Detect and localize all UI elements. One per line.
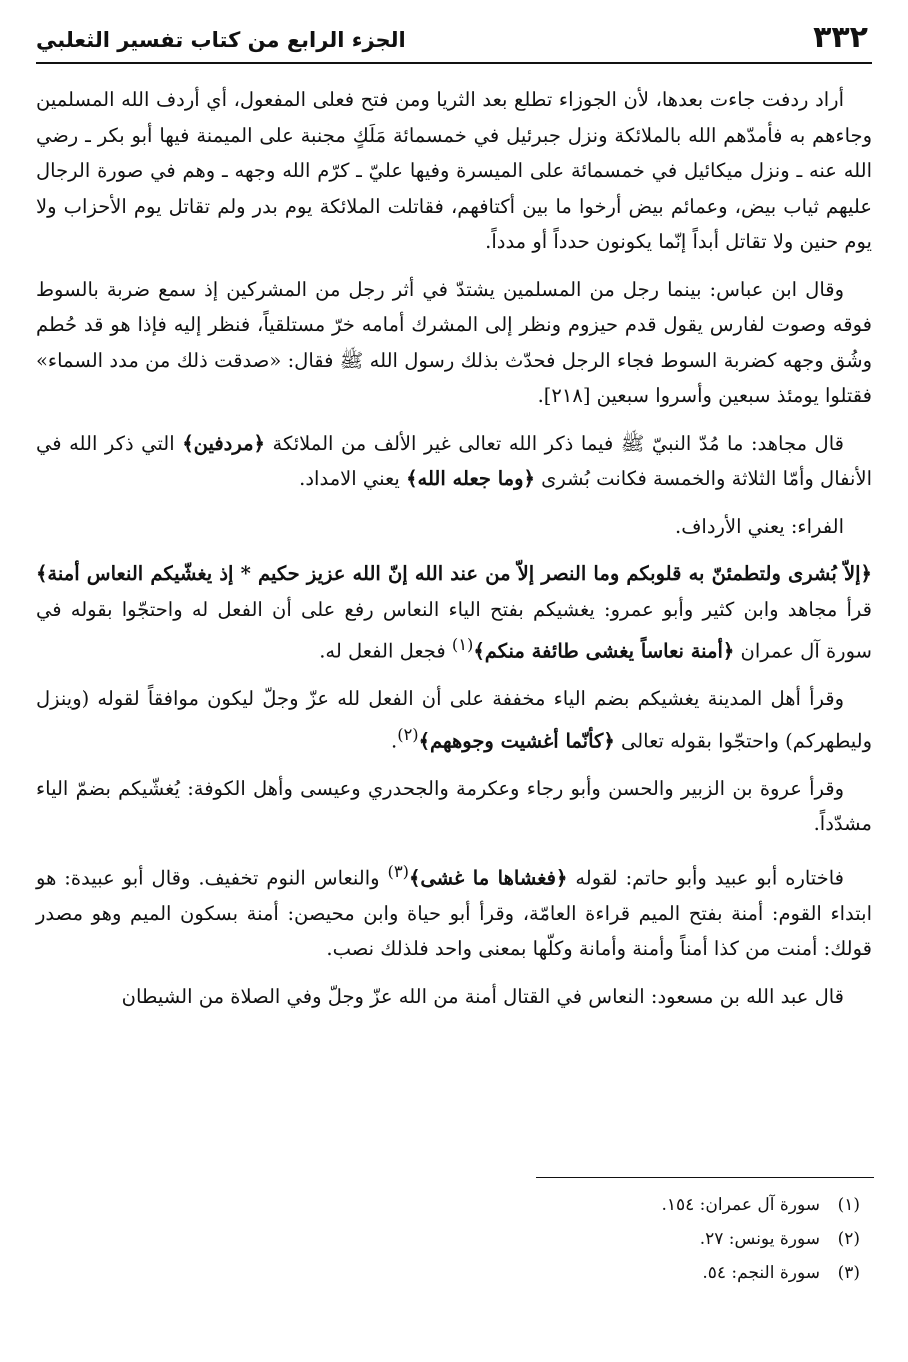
quran-quote: ﴿كأنّما أغشيت وجوههم﴾ bbox=[418, 729, 615, 752]
page-number: ٣٣٢ bbox=[813, 20, 868, 55]
paragraph-6 bbox=[36, 681, 872, 759]
paragraph-8 bbox=[36, 854, 872, 967]
footnote-text: سورة آل عمران: ١٥٤. bbox=[661, 1195, 820, 1215]
text-run: وقرأ أهل المدينة يغشيكم بضم الياء مخففة على أن الفعل لله عزّ وجلّ ليكون موافقاً لقوله (وينزل وليطهركم) واحتجّوا بقوله تعالى bbox=[36, 687, 872, 752]
footnote-ref: (١) bbox=[451, 635, 474, 654]
quran-quote: ﴿وما جعله الله﴾ bbox=[406, 467, 535, 490]
text-run: فجعل الفعل له. bbox=[319, 639, 452, 663]
paragraph-5 bbox=[36, 556, 872, 669]
quran-quote: ﴿مردفين﴾ bbox=[182, 431, 265, 455]
footnote-text: سورة يونس: ٢٧. bbox=[699, 1229, 820, 1249]
text-run: التي ذكر الله في الأنفال وأمّا الثلاثة والخمسة فكانت بُشرى bbox=[36, 431, 872, 490]
text-run: . bbox=[391, 729, 398, 752]
footnote bbox=[260, 1222, 860, 1256]
footnotes bbox=[260, 1188, 860, 1290]
paragraph-3 bbox=[36, 426, 872, 497]
footnote-text: سورة النجم: ٥٤. bbox=[702, 1263, 820, 1283]
footnote-ref: (٣) bbox=[387, 861, 409, 881]
running-header bbox=[36, 18, 872, 64]
text-run: يعني الامداد. bbox=[299, 467, 407, 490]
quran-verse: ﴿إلاّ بُشرى ولتطمئنّ به قلوبكم وما النصر إلاّ من عند الله إنّ الله عزيز حكيم * إذ يغشّيكم النعاس أمنة﴾ bbox=[36, 562, 872, 585]
text-run: قال مجاهد: ما مُدّ النبيّ ﷺ فيما ذكر الله تعالى غير الألف من الملائكة bbox=[264, 431, 844, 455]
paragraph-2: وقال ابن عباس: بينما رجل من المسلمين يشتدّ في أثر رجل من المشركين إذ سمع ضربة بالسوط فوقه وصوت لفارس يقول قدم حيزوم ونظر إلى المشرك أمامه خرّ مستلقياً، فنظر إليه فإذا هو قد حُطم وشُق وجهه كضربة السوط فجاء الرجل فحدّث بذلك رسول الله ﷺ فقال: «صدقت ذلك من مدد السماء» فقتلوا يومئذ سبعين وأسروا سبعين [٢١٨]. bbox=[36, 277, 872, 407]
footnote-ref: (٢) bbox=[397, 724, 419, 744]
footnote-number: (٢) bbox=[837, 1229, 860, 1249]
paragraph-9: قال عبد الله بن مسعود: النعاس في القتال أمنة من الله عزّ وجلّ وفي الصلاة من الشيطان bbox=[121, 984, 844, 1008]
footnote-number: (٣) bbox=[837, 1263, 860, 1283]
paragraph-4: الفراء: يعني الأرداف. bbox=[675, 514, 844, 538]
footnote-divider bbox=[536, 1177, 874, 1178]
quran-quote: ﴿فغشاها ما غشى﴾ bbox=[408, 866, 568, 889]
text-run: قرأ مجاهد وابن كثير وأبو عمرو: يغشيكم بفتح الياء النعاس رفع على أن الفعل له واحتجّوا بقوله في سورة آل عمران bbox=[36, 597, 872, 663]
paragraph-7: وقرأ عروة بن الزبير والحسن وأبو رجاء وعكرمة والجحدري وعيسى وأهل الكوفة: يُغشّيكم بضمّ الياء مشدّداً. bbox=[36, 776, 872, 835]
footnote-number: (١) bbox=[837, 1195, 860, 1215]
main-text bbox=[36, 82, 872, 1026]
footnote bbox=[260, 1188, 860, 1222]
quran-quote: ﴿أمنة نعاساً يغشى طائفة منكم﴾ bbox=[473, 639, 735, 663]
running-title: الجزء الرابع من كتاب تفسير الثعلبي bbox=[36, 28, 406, 52]
text-run: والنعاس النوم تخفيف. وقال أبو عبيدة: هو ابتداء القوم: أمنة بفتح الميم قراءة العامّة، وقرأ أبو حياة وابن محيصن: أمنة بسكون الميم وهو مصدر قولك: أمنت من كذا أمناً وأمنة وأمانة وكلّها بمعنى واحد فلذلك نصب. bbox=[36, 866, 872, 960]
paragraph-1: أراد ردفت جاءت بعدها، لأن الجوزاء تطلع بعد الثريا ومن فتح فعلى المفعول، أي أردف الله المسلمين وجاءهم به فأمدّهم الله بالملائكة ونزل جبرئيل في خمسمائة مَلَكٍ مجنبة على الميمنة فيها أبو بكر ـ رضي الله عنه ـ ونزل ميكائيل في خمسمائة على الميسرة وفيها عليّ ـ كرّم الله وجهه ـ وهم في صورة الرجال عليهم ثياب بيض، وعمائم بيض أرخوا ما بين أكتافهم، فقاتلت الملائكة يوم بدر ولم تقاتل يوم الأحزاب ولا يوم حنين ولا تقاتل أبداً إنّما يكونون حدداً أو مدداً. bbox=[36, 88, 872, 253]
text-run: فاختاره أبو عبيد وأبو حاتم: لقوله bbox=[567, 866, 845, 889]
footnote bbox=[260, 1256, 860, 1290]
